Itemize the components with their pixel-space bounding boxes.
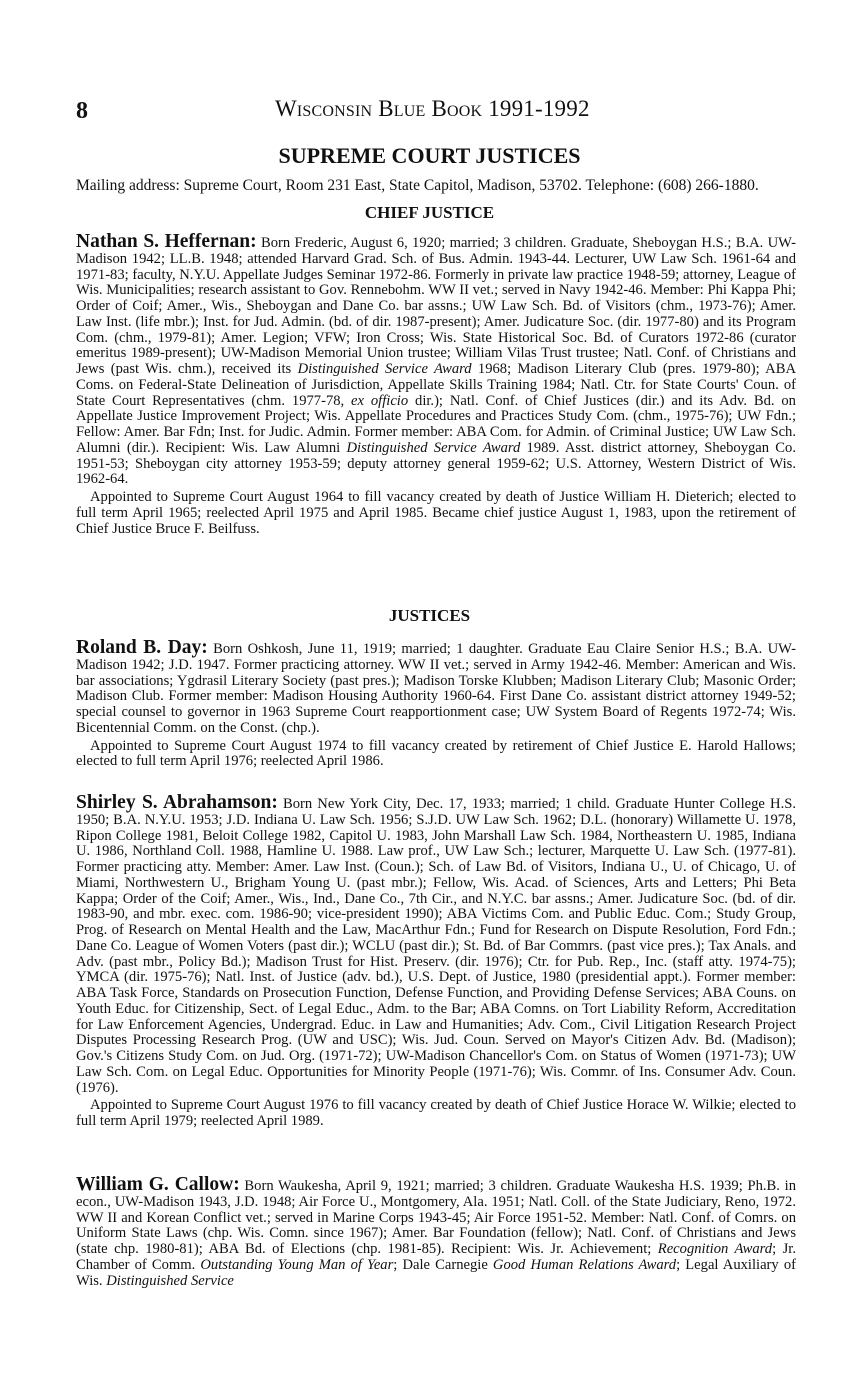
page-number: 8 bbox=[76, 98, 88, 124]
bio-paragraph bbox=[76, 637, 796, 737]
appointment-text: Appointed to Supreme Court August 1974 to fill vacancy created by retirement of Chief Justice E. Harold Hallows; elected to full term April 1976; reelected April 1986. bbox=[76, 737, 796, 770]
bio-text: Born New York City, Dec. 17, 1933; married; 1 child. Graduate Hunter College H.S. 1950; B.A. N.Y.U. 1953; J.D. Indiana U. Law Sch. 1956; S.J.D. UW Law Sch. 1962; D.L. (honorary) Willamette U. 1978, Ripon College 1981, Beloit College 1982, Capitol U. 1983, John Marshall Law Sch. 1984, Northeastern U. 1985, Indiana U. 1986, Northland Coll. 1988, Hamline U. 1988. Law prof., UW Law Sch.; lecturer, Marquette U. Law Sch. (1977-81). Former practicing atty. Member: Amer. Law Inst. (Coun.); Sch. of Law Bd. of Visitors, Indiana U., U. of Chicago, U. of Miami, Northwestern U., Brigham Young U. (past mbr.); Fellow, Wis. Acad. of Sciences, Arts and Letters; Phi Beta Kappa; Order of the Coif; Amer., Wis., Ind., Dane Co., 7th Cir., and N.Y.C. bar assns.; Amer. Judicature Soc. (bd. of dir. 1983-90, and mbr. exec. com. 1986-90; vice-president 1990); ABA Victims Com. and Public Educ. Com.; Study Group, Prog. of Research on Mental Health and the Law, MacArthur Fdn.; Fund for Research on Dispute Resolution, Ford Fdn.; Dane Co. League of Women Voters (past dir.); WCLU (past dir.); St. Bd. of Bar Commrs. (past vice pres.); Tax Anals. and Adv. (past mbr., Policy Bd.); Madison Trust for Hist. Preserv. (dir. 1976); Ctr. for Pub. Rep., Inc. (staff atty. 1974-75); YMCA (dir. 1975-76); Natl. Inst. of Justice (adv. bd.), U.S. Dept. of Justice, 1980 (presidential appt.). Former member: ABA Task Force, Standards on Prosecution Function, Defense Function, and Providing Defense Services; ABA Couns. on Youth Educ. for Citizenship, Sect. of Legal Educ., Adm. to the Bar; ABA Comns. on Tort Liability Reform, Accreditation for Law Enforcement Agencies, Undergrad. Educ. in Law and Humanities; Adv. Com., Civil Litigation Research Project Disputes Processing Research Prog. (UW and USC); Wis. Jud. Coun. Served on Mayor's Citizen Adv. Bd. (Madison); Gov.'s Citizens Study Com. on Jud. Org. (1971-72); UW-Madison Chancellor's Com. on Status of Women (1971-73); UW Law Sch. Com. on Legal Educ. Opportunities for Minority People (1971-76); Wis. Commr. of Ins. Consumer Adv. Coun. (1976). bbox=[76, 796, 796, 1096]
bio-text: Born Frederic, August 6, 1920; married; 3 children. Graduate, Sheboygan H.S.; B.A. UW-Madison 1942; LL.B. 1948; attended Harvard Grad. Sch. of Bus. Admin. 1943-44. Lecturer, UW Law Sch. 1961-64 and 1971-83; faculty, N.Y.U. Appellate Judges Seminar 1972-86. Formerly in private law practice 1948-59; attorney, League of Wis. Municipalities; research assistant to Gov. Rennebohm. WW II vet.; served in Navy 1942-46. Member: Phi Kappa Phi; Order of Coif; Amer., Wis., Sheboygan and Dane Co. bar assns.; UW Law Sch. Bd. of Visitors (chm., 1973-76); Amer. Law Inst. (life mbr.); Inst. for Jud. Admin. (bd. of dir. 1987-present); Amer. Judicature Soc. (dir. 1977-80) and its Program Com. (chm., 1979-81); Amer. Legion; VFW; Iron Cross; Wis. State Historical Soc. Bd. of Curators 1972-86 (curator emeritus 1989-present); UW-Madison Memorial Union trustee; William Vilas Trust trustee; Natl. Conf. of Christians and Jews (past Wis. chm.), received its bbox=[76, 235, 796, 377]
justice-name: Roland B. Day: bbox=[76, 637, 208, 658]
award-title: Distinguished Service bbox=[106, 1272, 234, 1289]
bio-text: ; Legal Auxiliary of Wis. bbox=[76, 1256, 796, 1289]
bio-paragraph bbox=[76, 1174, 796, 1289]
bio-callow bbox=[76, 1174, 796, 1289]
bio-text: 1989. Asst. district attorney, Sheboygan Co. 1951-53; Sheboygan city attorney 1953-59; deputy attorney general 1959-62; U.S. Attorney, Western District of Wis. 1962-64. bbox=[76, 439, 796, 488]
bio-text: Born Waukesha, April 9, 1921; married; 3 children. Graduate Waukesha H.S. 1939; Ph.B. in econ., UW-Madison 1943, J.D. 1948; Air Force U., Montgomery, Ala. 1951; Natl. Coll. of the State Judiciary, Reno, 1972. WW II and Korean Conflict vet.; served in Marine Corps 1943-45; Air Force 1951-52. Member: Natl. Conf. of Comrs. on Uniform State Laws (chp. Wis. Comn. since 1967); Amer. Bar Foundation (fellow); Natl. Conf. of Christians and Jews (state chp. 1980-81); ABA Bd. of Elections (chp. 1981-85). Recipient: Wis. Jr. Achievement; bbox=[76, 1178, 796, 1257]
latin-term: ex officio bbox=[351, 392, 409, 409]
bio-text: dir.); Natl. Conf. of Chief Justices (dir.) and its Adv. Bd. on Appellate Justice Improvement Project; Wis. Appellate Procedures and Practices Study Com. (chm., 1975-76); UW Fdn.; Fellow: Amer. Bar Fdn; Inst. for Judic. Admin. Former member: ABA Com. for Admin. of Criminal Justice; UW Law Sch. Alumni (dir.). Recipient: Wis. Law Alumni bbox=[76, 392, 796, 456]
bio-paragraph bbox=[76, 792, 796, 1096]
award-title: Outstanding Young Man of Year bbox=[200, 1256, 394, 1273]
bio-day bbox=[76, 637, 796, 770]
award-title: Recognition Award bbox=[657, 1241, 773, 1257]
justices-heading: JUSTICES bbox=[388, 606, 471, 625]
bio-text: 1968; Madison Literary Club (pres. 1979-80); ABA Coms. on Federal-State Delineation of Jurisdiction, Appellate Skills Training 1984; Natl. Ctr. for State Courts' Coun. of State Court Representatives (chm. 1977-78, bbox=[76, 361, 796, 409]
section-title: SUPREME COURT JUSTICES bbox=[278, 143, 581, 168]
appointment-text: Appointed to Supreme Court August 1964 to fill vacancy created by death of Justice William H. Dieterich; elected to full term April 1965; reelected April 1975 and April 1985. Became chief justice August 1, 1983, upon the retirement of Chief Justice Bruce F. Beilfuss. bbox=[76, 489, 796, 537]
page-header bbox=[76, 96, 796, 128]
award-title: Distinguished Service Award bbox=[346, 439, 521, 456]
appointment-text: Appointed to Supreme Court August 1976 to fill vacancy created by death of Chief Justice Horace W. Wilkie; elected to full term April 1979; reelected April 1989. bbox=[76, 1097, 796, 1129]
bio-abrahamson bbox=[76, 792, 796, 1130]
running-title: Wisconsin Blue Book 1991-1992 bbox=[275, 96, 590, 121]
bio-text: ; Jr. Chamber of Comm. bbox=[76, 1241, 796, 1273]
mailing-address: Mailing address: Supreme Court, Room 231 East, State Capitol, Madison, 53702. Telephone: (608) 266-1880. bbox=[76, 177, 759, 194]
award-title: Good Human Relations Award bbox=[492, 1256, 677, 1273]
justice-name: Shirley S. Abrahamson: bbox=[76, 792, 278, 813]
justice-name: William G. Callow: bbox=[76, 1174, 240, 1195]
justice-name: Nathan S. Heffernan: bbox=[76, 231, 257, 252]
bio-paragraph bbox=[76, 231, 796, 488]
award-title: Distinguished Service Award bbox=[297, 361, 472, 377]
bio-heffernan bbox=[76, 231, 796, 537]
bio-text: Born Oshkosh, June 11, 1919; married; 1 daughter. Graduate Eau Claire Senior H.S.; B.A. UW-Madison 1942; J.D. 1947. Former practicing attorney. WW II vet.; served in Army 1942-46. Member: American and Wis. bar associations; Ygdrasil Literary Society (past pres.); Madison Torske Klubben; Madison Literary Club; Masonic Order; Madison Club. Former member: Madison Housing Authority 1960-64. First Dane Co. assistant district attorney 1949-52; special counsel to governor in 1963 Supreme Court reapportionment case; UW System Board of Regents 1972-74; Wis. Bicentennial Comm. on the Const. (chp.). bbox=[76, 641, 796, 736]
bio-text: ; Dale Carnegie bbox=[393, 1256, 493, 1273]
chief-justice-heading: CHIEF JUSTICE bbox=[364, 203, 495, 222]
